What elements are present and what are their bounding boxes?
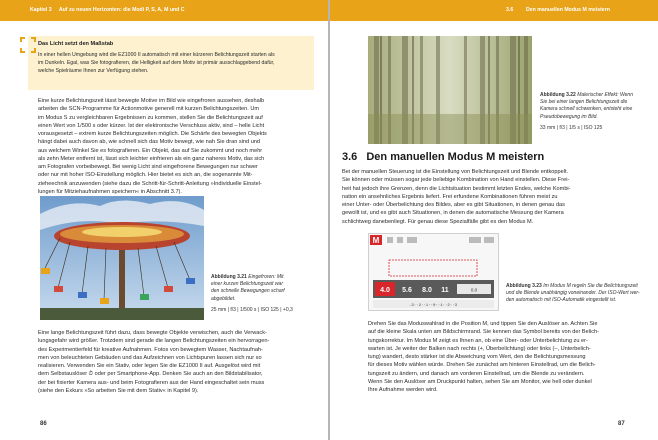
text-line: schlichtweg danebenliegt. Für genau diese Spezialfälle gibt es den Modus M. — [342, 218, 534, 225]
running-header-left — [0, 0, 328, 21]
text-line: Drehen Sie das Moduswahlrad in die Position M, und tippen Sie den Auslöser an. Achten Sie — [368, 321, 598, 327]
left-paragraph-2 — [38, 329, 316, 395]
carousel-photo — [40, 196, 204, 320]
camera-aperture: 5.6 — [402, 287, 412, 294]
right-paragraph-1 — [342, 168, 648, 226]
text-line: einen Wert von 1/500 s oder kürzer. Ist der elektronische Verschluss aktiv, sind – helle Licht — [38, 122, 265, 129]
section-number-header: 3.6 — [506, 7, 514, 13]
text-line: tung) wandert, desto stärker ist die Abweichung vom Wert, den die Belichtungsmessung — [368, 354, 586, 360]
info-box — [28, 36, 314, 90]
text-line: dem Selbstauslöser ⏱ oder per Smartphone-App. Denken Sie auch an den Bildstabilisator, — [38, 371, 263, 378]
camera-mode: M — [372, 236, 380, 245]
camera-ev-readout: 0.0 — [470, 287, 478, 293]
text-line: tungskorrektur. Im Modus M zeigt es Ihnen an, ob eine Über- oder Unterbelichtung zu er- — [368, 337, 588, 344]
figure-label: Abbildung 3.23 — [506, 283, 542, 289]
info-box-line: welche Spielräume Ihnen zur Verfügung stehen. — [38, 68, 149, 74]
forest-image — [368, 36, 532, 144]
info-box-title: Das Licht setzt den Maßstab — [38, 41, 114, 47]
text-line: hängt dabei auch davon ab, wie schnell sich das Motiv bewegt, wie nah Sie dran sind und — [38, 139, 261, 146]
text-line: nation ein ansehnliches Ergebnis liefert. Frei erfundene Kombinationen führen meist zu — [342, 193, 558, 200]
caption-line: Pseudobewegung im Bild. — [540, 113, 598, 120]
camera-shutter: 4.0 — [380, 287, 390, 294]
caption-line: Im Modus M regeln Sie die Belichtungszeit — [543, 283, 638, 289]
text-line: Wenn Sie den Auslöser am Druckpunkt halten, sehen Sie am Monitor, wie hell oder dunkel — [368, 378, 592, 385]
text-line: zieheechnik anzuwenden (siehe dazu die Schritt-für-Schritt-Anleitung »Individuelle Einstel- — [38, 180, 262, 187]
camera-iso: 11 — [441, 287, 449, 294]
camera-screen — [368, 233, 499, 311]
caption-line: und die Blende unabhängig voneinander. Der ISO-Wert wer- — [506, 290, 640, 297]
text-line: gewollt ist, und es gibt auch Situationen, in denen die automatische Messung der Kamera — [342, 210, 564, 217]
text-line: realisieren. Verwenden Sie ein Stativ, oder legen Sie die EZ1000 II auf. Ausgelöst wird mit — [38, 363, 261, 369]
figure-label: Abbildung 3.22 — [540, 92, 576, 98]
left-page — [0, 0, 328, 440]
text-line: Bei der manuellen Steuerung ist die Einstellung von Belichtungszeit und Blende entkoppelt. — [342, 169, 569, 175]
text-line: men von beleuchteten Gebäuden und das Aufzeichnen von Lichtspuren lassen sich nur so — [38, 354, 262, 361]
text-line: tungszeit zu ändern, und danach am vorderen Einstellrad, um die Blende zu verändern. — [368, 370, 585, 377]
caption-line: den schnelle Bewegungen scharf — [211, 288, 285, 295]
section-number: 3.6 — [342, 151, 358, 163]
text-line: für dieses Motiv wählen würde. Drehen Sie zunächst am hinteren Einstellrad, um die Belich- — [368, 362, 596, 369]
page-number-left: 86 — [40, 421, 47, 427]
figure-exif: 33 mm | f/3 | 1/5 s | ISO 125 — [540, 124, 603, 131]
text-line: aus welchem Winkel Sie es fotografieren. Ein Objekt, das auf Sie zukommt und noch mehr — [38, 147, 263, 154]
section-heading — [342, 151, 544, 163]
carousel-image — [40, 196, 204, 320]
text-line: der bei fixierter Kamera aus- und beim Fotografieren aus der Hand eingeschaltet sein muss — [38, 379, 265, 386]
right-paragraph-2 — [368, 320, 648, 394]
caption-line: Eingefroren: Mit — [248, 274, 284, 280]
section-title: Den manuellen Modus M meistern — [366, 151, 545, 163]
chapter-title: Auf zu neuen Horizonten: die Modi P, S, A, M und C — [58, 7, 185, 13]
left-paragraph-1 — [38, 97, 316, 196]
caption-line: den automatisch mit ISO-Automatik eingestellt ist. — [506, 297, 617, 304]
text-line: des Experimentierfeld für kreative Aufnahmen. Fotos von bewegtem Wasser, Nachtaufnah- — [38, 346, 263, 353]
page-number-right: 87 — [618, 421, 625, 427]
text-line: Eine lange Belichtungszeit führt dazu, dass bewegte Objekte verwischen, auch die Verwack- — [38, 330, 267, 336]
figure-3-23-caption — [506, 283, 652, 305]
figure-exif: 25 mm | f/3 | 1/500 s | ISO 125 | +0,3 — [211, 306, 293, 313]
text-line: vorausgesetzt – extrem kurze Belichtungszeiten möglich. Die Schärfe des bewegten Objekts — [38, 131, 267, 137]
text-line: Sie können oder müssen sogar jede beliebige Kombination von Hand einstellen. Diese Frei- — [342, 177, 570, 184]
text-line: heit hat jedoch ihre Grenzen, denn die Lichtsituation bestimmt letzten Endes, welche Kombi- — [342, 185, 571, 192]
text-line: als zehn Meter entfernt ist, lässt sich leichter einfrieren als ein ganz naheres Motiv, das sich — [38, 155, 265, 162]
caption-line: Malerischer Effekt: Wenn — [577, 92, 633, 98]
text-line: lungen für Mitziehaufnahmen speichern« in Abschnitt 3.7). — [38, 188, 182, 195]
info-box-line: im Dunkeln. Egal, was Sie fotografieren, die Helligkeit auf dem Motiv ist primär ausschlaggebend dafür, — [38, 60, 275, 66]
right-page — [330, 0, 658, 440]
text-line: oder nur mit hoher ISO-Einstellung möglich. Hier bietet es sich an, die sogenannte Mit- — [38, 172, 253, 179]
text-line: auf die kleine Skala unten am Bildschirmrand. Sie kennen das Symbol bereits von der Belich- — [368, 329, 600, 336]
section-title-header: Den manuellen Modus M meistern — [526, 7, 610, 13]
camera-exposure-scale: -3··2··1··0··1··2··3 — [408, 304, 458, 308]
text-line: einer Unter- oder Überbelichtung des Bildes, aber es gibt Situationen, in denen genau das — [342, 202, 565, 208]
text-line: Eine kurze Belichtungszeit lässt bewegte Motive im Bild wie eingefroren aussehen, deshalb — [38, 98, 265, 104]
text-line: im Modus S zu vergleichbaren Ergebnissen zu kommen, stellen Sie die Belichtungszeit auf — [38, 114, 263, 121]
forest-photo — [368, 36, 532, 144]
figure-label: Abbildung 3.21 — [211, 274, 247, 280]
camera-ev: 8.0 — [422, 287, 432, 294]
figure-3-22-caption — [540, 92, 650, 132]
text-line: (siehe den Exkurs »So arbeiten Sie mit dem Stativ« in Kapitel 9). — [38, 387, 199, 394]
chapter-number: Kapitel 3 — [30, 7, 52, 13]
caption-line: Sie bei einer langen Belichtungszeit die — [540, 99, 628, 106]
text-line: warten ist. Je weiter der Balken nach rechts (+, Überbelichtung) oder links (–, Unterbelich- — [368, 345, 591, 352]
running-header-right — [330, 0, 658, 21]
caption-line: einer kurzen Belichtungszeit war — [211, 281, 283, 288]
frame-corners-icon — [20, 37, 36, 53]
text-line: arbeiten die SCN-Programme für Actionmotive generell mit kurzen Belichtungszeiten. Um — [38, 106, 260, 113]
text-line: am Fotografen vorbeibewegt. Bei wenig Licht sind eingefrorene Bewegungen nur schwer — [38, 164, 258, 170]
caption-line: Kamera schnell schwenken, entsteht eine — [540, 106, 633, 113]
text-line: lungsgefahr wird größer. Trotzdem sind gerade die langen Belichtungszeiten ein hervorragen- — [38, 338, 270, 345]
text-line: Ihre Aufnahme werden wird. — [368, 387, 438, 393]
caption-line: abgebildet. — [211, 295, 236, 302]
camera-display — [369, 234, 498, 310]
figure-3-21-caption — [211, 274, 319, 314]
info-box-body — [38, 51, 308, 75]
info-box-line: In einer hellen Umgebung wird die EZ1000 II automatisch mit einer kürzeren Belichtungszeit starten als — [38, 52, 275, 58]
